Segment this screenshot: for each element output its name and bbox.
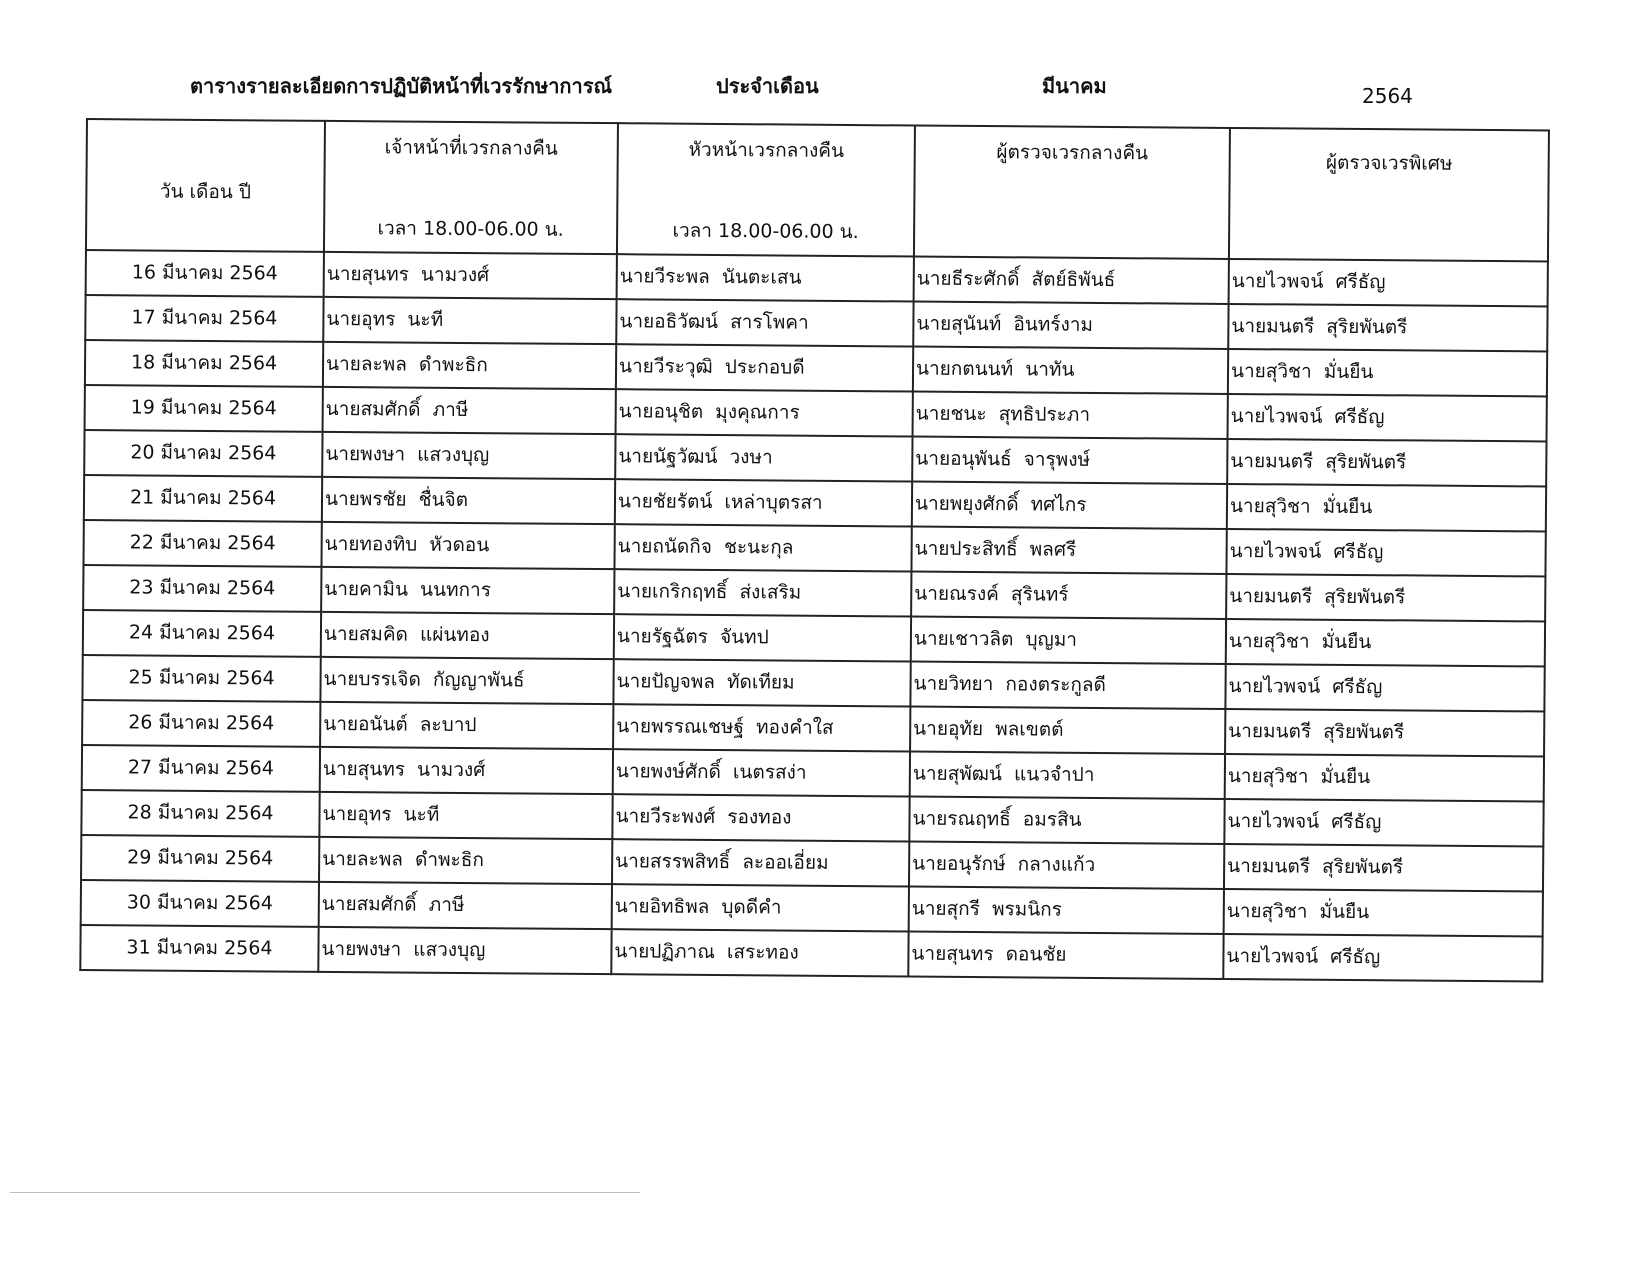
night-head-cell: นายอนุชิต มุงคุณการ [616,389,913,436]
special-inspector-cell: นายมนตรี สุริยพันตรี [1225,709,1544,757]
date-cell: 24 มีนาคม 2564 [83,610,321,657]
night-officer-cell: นายอุทร นะที [323,297,616,344]
night-officer-cell: นายอนันต์ ละบาป [320,702,613,749]
night-inspector-cell: นายกตนนท์ นาทัน [913,347,1228,394]
night-inspector-cell: นายประสิทธิ์ พลศรี [911,526,1226,573]
special-inspector-cell: นายสุวิชา มั่นยืน [1224,889,1543,937]
date-cell: 22 มีนาคม 2564 [83,520,321,567]
year-value: 2564 [1362,84,1413,108]
header-night-officer [324,121,618,254]
night-officer-cell: นายพรชัย ชื่นจิต [322,477,615,524]
table-body [80,250,1548,981]
night-inspector-cell: นายรณฤทธิ์ อมรสิน [909,796,1224,843]
duty-schedule-sheet [79,118,1548,982]
night-inspector-cell: นายอนุพันธ์ จารุพงษ์ [912,437,1227,484]
header-night-head-label: หัวหน้าเวรกลางคืน [688,138,845,162]
night-inspector-cell: นายสุกรี พรมนิกร [909,886,1224,933]
night-officer-cell: นายสุนทร นามวงศ์ [324,252,617,299]
header-night-officer-time: เวลา 18.00-06.00 น. [377,217,564,241]
night-inspector-cell: นายวิทยา กองตระกูลดี [910,661,1225,708]
date-cell: 20 มีนาคม 2564 [84,430,322,477]
header-night-head [617,123,915,256]
night-head-cell: นายอธิวัฒน์ สารโพคา [616,299,913,346]
night-head-cell: นายชัยรัตน์ เหล่าบุตรสา [615,479,912,526]
special-inspector-cell: นายมนตรี สุริยพันตรี [1227,439,1546,487]
night-officer-cell: นายคามิน นนทการ [321,567,614,614]
date-cell: 26 มีนาคม 2564 [82,700,320,747]
night-head-cell: นายพรรณเชษฐ์ ทองคำใส [613,704,910,751]
night-head-cell: นายวีระวุฒิ ประกอบดี [616,344,913,391]
header-night-head-time: เวลา 18.00-06.00 น. [672,219,859,244]
footer-divider [10,1192,640,1193]
date-cell: 27 มีนาคม 2564 [82,745,320,792]
special-inspector-cell: นายไวพจน์ ศรีธัญ [1224,799,1543,847]
special-inspector-cell: นายไวพจน์ ศรีธัญ [1225,664,1544,712]
header-night-inspector-label: ผู้ตรวจเวรกลางคืน [996,141,1149,165]
night-officer-cell: นายพงษา แสวงบุญ [322,432,615,479]
header-special-inspector-label: ผู้ตรวจเวรพิเศษ [1325,151,1453,175]
month-value: มีนาคม [1042,74,1107,98]
night-head-cell: นายพงษ์ศักดิ์ เนตรสง่า [613,749,910,796]
special-inspector-cell: นายสุวิชา มั่นยืน [1226,619,1545,667]
night-head-cell: นายถนัดกิจ ชะนะกุล [614,524,911,571]
date-cell: 18 มีนาคม 2564 [85,340,323,387]
night-head-cell: นายรัฐฉัตร จันทป [614,614,911,661]
night-officer-cell: นายบรรเจิด กัญญาพันธ์ [320,657,613,704]
night-officer-cell: นายพงษา แสวงบุญ [318,927,611,974]
night-head-cell: นายเกริกฤทธิ์ ส่งเสริม [614,569,911,616]
header-night-officer-label: เจ้าหน้าที่เวรกลางคืน [384,136,558,160]
special-inspector-cell: นายไวพจน์ ศรีธัญ [1226,529,1545,577]
date-cell: 17 มีนาคม 2564 [85,295,323,342]
period-label: ประจำเดือน [716,74,819,98]
night-inspector-cell: นายสุนันท์ อินทร์งาม [913,302,1228,349]
night-officer-cell: นายสมศักดิ์ ภาษี [323,387,616,434]
header-date-label: วัน เดือน ปี [159,180,252,204]
special-inspector-cell: นายไวพจน์ ศรีธัญ [1223,934,1542,982]
night-inspector-cell: นายสุพัฒน์ แนวจำปา [910,751,1225,798]
date-cell: 16 มีนาคม 2564 [86,250,324,297]
night-inspector-cell: นายอุทัย พลเขตต์ [910,706,1225,753]
date-cell: 31 มีนาคม 2564 [80,925,318,972]
night-head-cell: นายสรรพสิทธิ์ ละออเอี่ยม [612,839,909,886]
night-officer-cell: นายสุนทร นามวงศ์ [320,747,613,794]
night-head-cell: นายนัฐวัฒน์ วงษา [615,434,912,481]
special-inspector-cell: นายสุวิชา มั่นยืน [1227,484,1546,532]
night-inspector-cell: นายณรงค์ สุรินทร์ [911,571,1226,618]
special-inspector-cell: นายมนตรี สุริยพันตรี [1224,844,1543,892]
special-inspector-cell: นายมนตรี สุริยพันตรี [1226,574,1545,622]
night-head-cell: นายอิทธิพล บุดดีคำ [612,884,909,931]
night-inspector-cell: นายธีระศักดิ์ สัตย์ธิพันธ์ [914,257,1229,304]
date-cell: 23 มีนาคม 2564 [83,565,321,612]
night-officer-cell: นายทองทิบ หัวดอน [321,522,614,569]
header-special-inspector [1229,128,1549,262]
night-officer-cell: นายอุทร นะที [319,792,612,839]
night-inspector-cell: นายพยุงศักดิ์ ทศไกร [912,481,1227,528]
night-head-cell: นายปฏิภาณ เสระทอง [611,929,908,976]
special-inspector-cell: นายสุวิชา มั่นยืน [1225,754,1544,802]
date-cell: 25 มีนาคม 2564 [82,655,320,702]
document-header [0,70,1650,110]
night-inspector-cell: นายสุนทร ดอนชัย [908,931,1223,978]
night-officer-cell: นายสมศักดิ์ ภาษี [319,882,612,929]
night-inspector-cell: นายเชาวลิต บุญมา [911,616,1226,663]
night-inspector-cell: นายอนุรักษ์ กลางแก้ว [909,841,1224,888]
special-inspector-cell: นายไวพจน์ ศรีธัญ [1228,394,1547,442]
night-inspector-cell: นายชนะ สุทธิประภา [913,392,1228,439]
document-title: ตารางรายละเอียดการปฏิบัติหน้าที่เวรรักษาการณ์ [190,74,613,98]
date-cell: 21 มีนาคม 2564 [84,475,322,522]
header-night-inspector [914,126,1230,259]
date-cell: 29 มีนาคม 2564 [81,835,319,882]
special-inspector-cell: นายสุวิชา มั่นยืน [1228,349,1547,397]
night-officer-cell: นายละพล ดำพะธิก [323,342,616,389]
special-inspector-cell: นายไวพจน์ ศรีธัญ [1229,259,1548,307]
date-cell: 19 มีนาคม 2564 [85,385,323,432]
night-head-cell: นายวีระพงศ์ รองทอง [612,794,909,841]
duty-schedule-table [79,118,1550,982]
special-inspector-cell: นายมนตรี สุริยพันตรี [1228,304,1547,352]
header-date [86,119,325,252]
night-head-cell: นายวีระพล นันตะเสน [617,254,914,301]
night-officer-cell: นายสมคิด แผ่นทอง [321,612,614,659]
night-head-cell: นายปัญจพล ทัดเทียม [613,659,910,706]
table-header-row [86,119,1549,261]
date-cell: 28 มีนาคม 2564 [81,790,319,837]
date-cell: 30 มีนาคม 2564 [81,880,319,927]
night-officer-cell: นายละพล ดำพะธิก [319,837,612,884]
